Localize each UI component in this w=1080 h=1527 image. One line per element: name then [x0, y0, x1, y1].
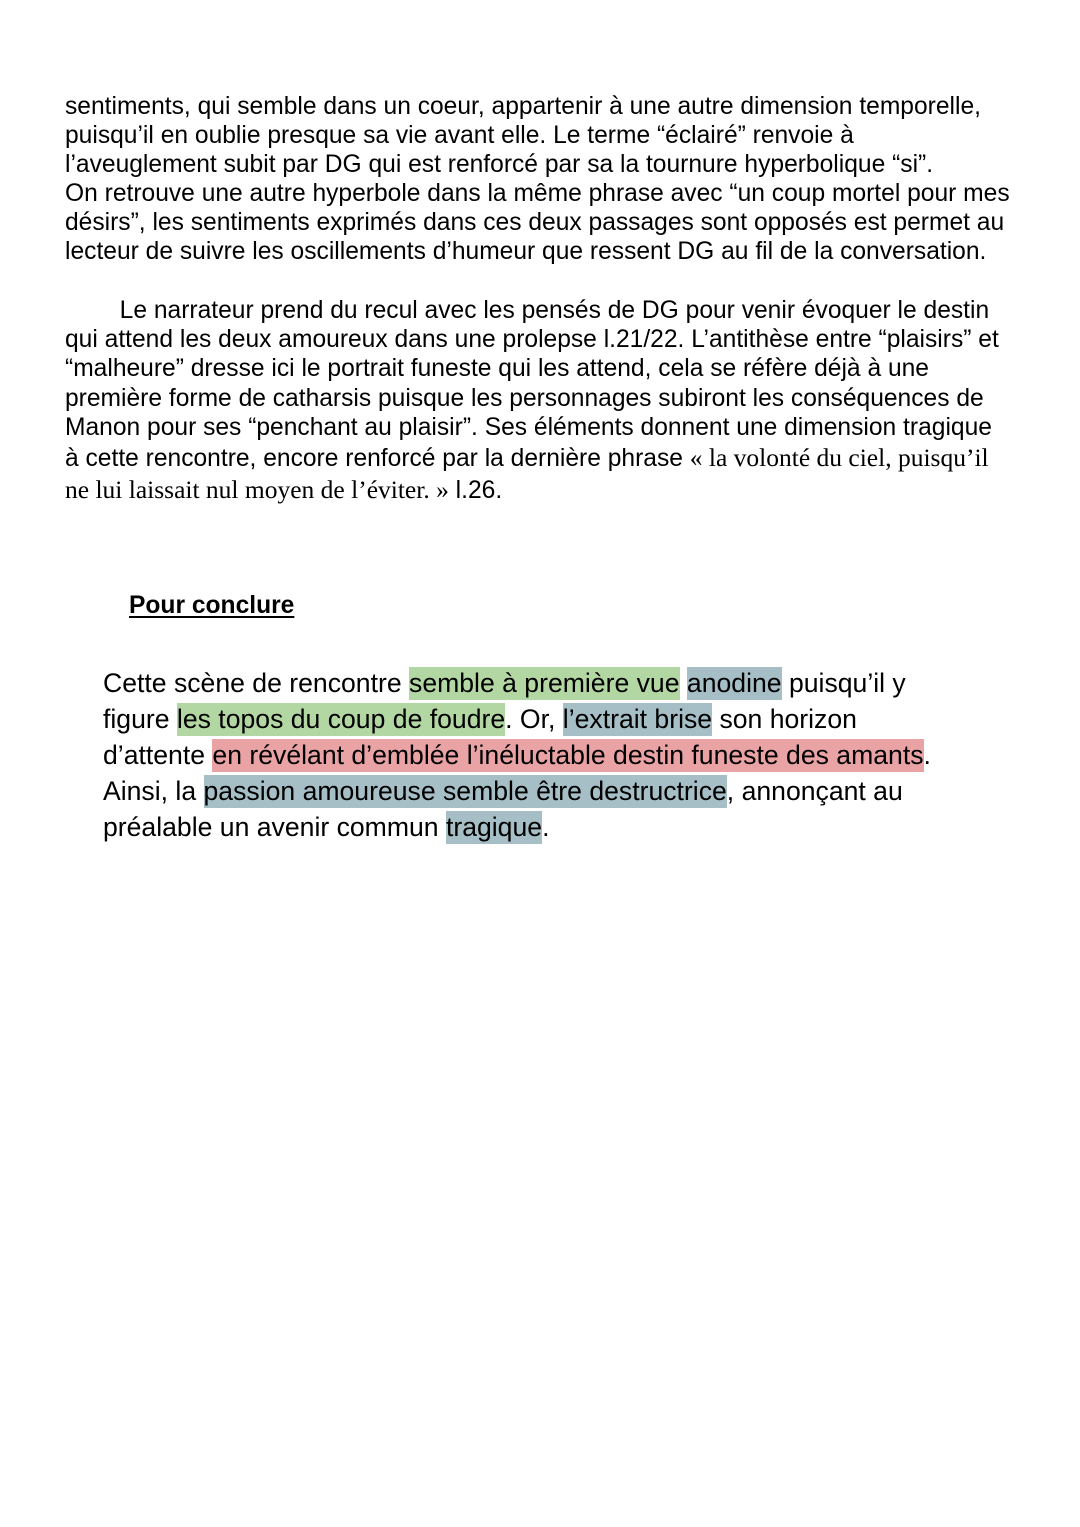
text-line	[65, 475, 502, 506]
line-reference: l.26.	[448, 477, 503, 504]
text-line: qui attend les deux amoureux dans une prolepse l.21/22. L’antithèse entre “plaisirs” et	[65, 326, 999, 353]
text-line: “malheure” dresse ici le portrait funeste qui les attend, cela se réfère déjà à une	[65, 355, 929, 382]
text-line: puisqu’il en oublie presque sa vie avant elle. Le terme “éclairé” renvoie à	[65, 122, 854, 149]
text-line: On retrouve une autre hyperbole dans la même phrase avec “un coup mortel pour mes	[65, 180, 1010, 207]
text-line: Manon pour ses “penchant au plaisir”. Ses éléments donnent une dimension tragique	[65, 414, 992, 441]
text-segment: . Or,	[505, 704, 563, 734]
highlight-blue: tragique	[445, 812, 543, 842]
text-segment: à cette rencontre, encore renforcé par la dernière phrase	[65, 445, 690, 472]
quotation: « la volonté du ciel, puisqu’il	[689, 443, 989, 472]
text-segment: figure	[103, 704, 177, 734]
highlight-blue: l’extrait brise	[562, 704, 713, 734]
text-line: l’aveuglement subit par DG qui est renforcé par sa la tournure hyperbolique “si”.	[65, 151, 934, 178]
text-line	[65, 443, 989, 474]
text-line	[103, 666, 906, 700]
text-line: Le narrateur prend du recul avec les pensés de DG pour venir évoquer le destin	[65, 297, 990, 324]
text-segment: Ainsi, la	[103, 776, 204, 806]
text-line	[103, 738, 931, 772]
text-segment: puisqu’il y	[781, 668, 906, 698]
text-segment	[680, 668, 687, 698]
highlight-green: les topos du coup de foudre	[176, 704, 506, 734]
section-heading: Pour conclure	[129, 592, 295, 619]
highlight-red: en révélant d’emblée l’inéluctable destin funeste des amants	[212, 740, 924, 770]
text-segment: .	[923, 740, 931, 770]
text-line: première forme de catharsis puisque les personnages subiront les conséquences de	[65, 385, 984, 412]
text-segment: son horizon	[712, 704, 857, 734]
quotation: ne lui laissait nul moyen de l’éviter. »	[65, 475, 449, 504]
highlight-green: semble à première vue	[409, 668, 680, 698]
text-segment: préalable un avenir commun	[103, 812, 446, 842]
highlight-blue: passion amoureuse semble être destructrice	[203, 776, 727, 806]
text-line: sentiments, qui semble dans un coeur, appartenir à une autre dimension temporelle,	[65, 93, 981, 120]
text-segment: Cette scène de rencontre	[103, 668, 410, 698]
text-line: désirs”, les sentiments exprimés dans ces deux passages sont opposés est permet au	[65, 209, 1005, 236]
text-segment: d’attente	[103, 740, 213, 770]
text-line	[103, 702, 857, 736]
highlight-blue: anodine	[686, 668, 782, 698]
text-line	[103, 774, 903, 808]
text-line	[103, 810, 549, 844]
text-segment: .	[542, 812, 550, 842]
text-segment: , annonçant au	[726, 776, 903, 806]
text-line: lecteur de suivre les oscillements d’humeur que ressent DG au fil de la conversation.	[65, 238, 987, 265]
